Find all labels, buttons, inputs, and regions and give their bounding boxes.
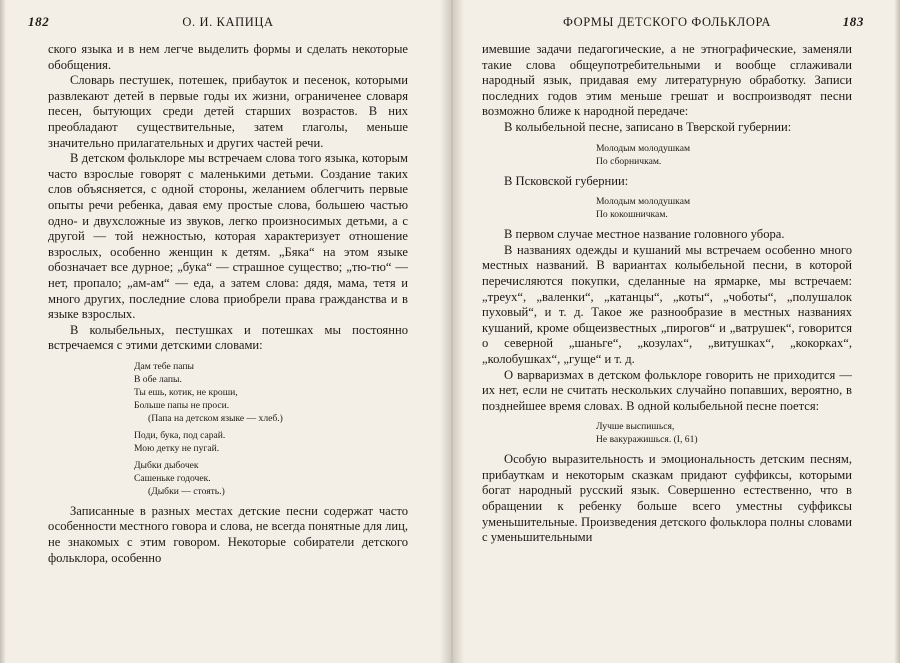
verse-line: (Дыбки — стоять.): [148, 485, 225, 497]
paragraph: Записанные в разных местах детские песни содержат часто особенности местного говора и слова, не всегда понятные для лиц, не знакомых с этим говором. Некоторые собиратели детского фольклора, особенно: [48, 503, 408, 565]
paragraph: В колыбельных, пестушках и потешках мы постоянно встречаемся с этими детскими словами:: [48, 322, 408, 353]
verse-line: В обе лапы.: [134, 373, 182, 385]
verse-block: [596, 195, 852, 221]
verse-block: [596, 142, 852, 168]
right-page: [452, 0, 900, 663]
left-page-body: [48, 42, 408, 566]
verse-line: Дыбки дыбочек: [134, 459, 199, 471]
paragraph: Словарь пестушек, потешек, прибауток и песенок, которыми развлекают детей в первые годы их жизни, ограниченее словаря песен, бытующих среди детей старших возрастов. В них преобладают существительные, затем глаголы, меньше значительно прилагательных и других частей речи.: [48, 73, 408, 150]
paragraph: В Псковской губернии:: [504, 173, 629, 188]
verse-line: По кокошничкам.: [596, 209, 668, 221]
paragraph: В названиях одежды и кушаний мы встречаем особенно много местных названий. В вариантах колыбельной песни, в которой перечисляются покупки, сделанные на ярмарке, мы встречаем: „треух“, „валенки“, „катанцы“, „коты“, „чоботы“, „полушалок пуховый“, и т. д. Такое же разнообразие в местных названиях кушаний, кроме общеизвестных „пирогов“ и „ватрушек“, говорится о северной „шаньге“, „козулах“, „витушках“, „кокорках“, „колобушках“, „гуще“ и т. д.: [482, 242, 852, 366]
verse-block: [596, 420, 852, 446]
running-title-right: ФОРМЫ ДЕТСКОГО ФОЛЬКЛОРА: [562, 15, 772, 29]
verse-line: Сашеньке годочек.: [134, 472, 211, 484]
verse-line: Молодым молодушкам: [596, 142, 691, 154]
page-number-right: 183: [842, 14, 864, 29]
paragraph: О варваризмах в детском фольклоре говорить не приходится — их нет, если не считать нескольких случайно попавших, вероятно, в позднейшее время словах. В одной колыбельной песне поется:: [482, 367, 852, 413]
verse-line: Не вакуражишься. (I, 61): [596, 434, 698, 446]
paragraph: В детском фольклоре мы встречаем слова того языка, которым часто взрослые говорят с маленькими детьми. Создание таких слов объясняется, с одной стороны, желанием облегчить первые опыты речи ребенка, давая ему простые слова, большею частью одно- и двухсложные из звуков, легко произносимых детьми, а с другой — той нежностью, которая характеризует отношение взрослых, особенно женщин к детям. „Бяка“ на этом языке обозначает все дурное; „бука“ — страшное существо; „тю-тю“ — нет, пропало; „ам-ам“ — еда, а затем слова: дядя, мама, тетя и много других, последние слова приобрели права гражданства и в языке взрослых.: [48, 151, 408, 322]
verse-block: [134, 360, 408, 498]
left-page: [0, 0, 448, 663]
verse-line: (Папа на детском языке — хлеб.): [148, 412, 283, 424]
verse-line: Лучше выспишься,: [596, 421, 675, 433]
verse-line: Больше папы не проси.: [134, 399, 230, 411]
verse-line: Мою детку не пугай.: [134, 442, 220, 454]
running-head-right: [482, 14, 864, 34]
verse-line: Дам тебе папы: [134, 360, 194, 372]
verse-line: Поди, бука, под сарай.: [134, 429, 226, 441]
right-page-body: [482, 42, 852, 546]
paragraph: В колыбельной песне, записано в Тверской губернии:: [504, 119, 792, 134]
paragraph: ского языка и в нем легче выделить формы и сделать некоторые обобщения.: [48, 42, 408, 72]
verse-line: Ты ешь, котик, не кроши,: [134, 386, 238, 398]
page-number-left: 182: [28, 14, 50, 29]
paragraph: имевшие задачи педагогические, а не этнографические, заменяли такие слова общеупотребительными и вообще сглаживали народный язык, придавая ему литературную обработку. Записи последних годов этим меньше грешат и воспроизводят песни возможно ближе к народной передаче:: [482, 42, 852, 119]
paragraph: Особую выразительность и эмоциональность детским песням, прибауткам и некоторым сказкам придают суффиксы, которыми богат народный русский язык. Совершенно естественно, что в обращении к ребенку больше всего уместны суффиксы уменьшительные. Произведения детского фольклора полны словами с уменьшительными: [482, 452, 852, 545]
running-head-left: [28, 14, 408, 34]
verse-line: По сборничкам.: [596, 155, 662, 167]
paragraph: В первом случае местное название головного убора.: [504, 227, 785, 242]
running-title-left: О. И. КАПИЦА: [182, 15, 274, 29]
verse-line: Молодым молодушкам: [596, 196, 691, 208]
